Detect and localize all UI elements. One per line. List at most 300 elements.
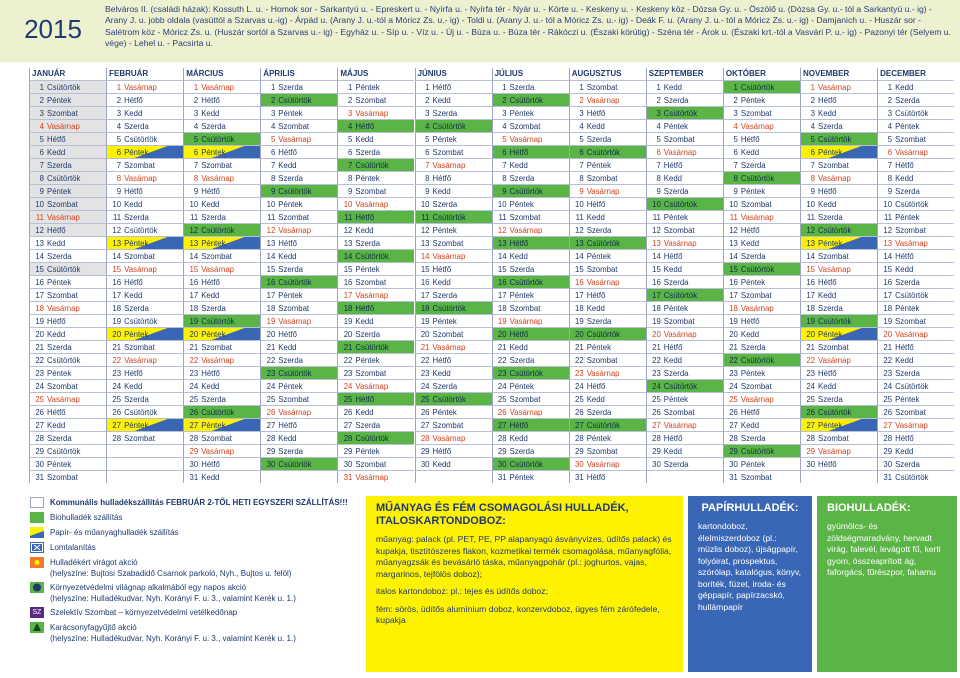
legend-lomtalanitas: Lomtalanítás	[50, 543, 96, 552]
day-cell: 20 Vasárnap	[877, 327, 954, 340]
day-cell: 21 Kedd	[492, 340, 569, 353]
day-cell: 18 Kedd	[569, 301, 646, 314]
day-cell: 6 Vasárnap	[646, 145, 723, 158]
day-cell: 4 Csütörtök	[415, 119, 492, 132]
day-cell: 13 Péntek	[800, 236, 877, 249]
day-cell: 28 Hétfő	[646, 431, 723, 444]
day-cell: 9 Szerda	[877, 184, 954, 197]
day-cell: 27 Vasárnap	[877, 418, 954, 431]
day-cell: 21 Csütörtök	[337, 340, 414, 353]
day-cell: 28 Szombat	[106, 431, 183, 444]
sz-badge: SZ	[30, 607, 44, 618]
day-cell: 22 Vasárnap	[183, 353, 260, 366]
day-cell: 25 Hétfő	[337, 392, 414, 405]
day-cell: 5 Kedd	[337, 132, 414, 145]
day-cell: 23 Szerda	[877, 366, 954, 379]
day-cell: 22 Csütörtök	[29, 353, 106, 366]
day-cell: 20 Vasárnap	[646, 327, 723, 340]
day-cell: 26 Szombat	[877, 405, 954, 418]
day-cell: 21 Szombat	[183, 340, 260, 353]
day-cell: 30 Kedd	[415, 457, 492, 470]
day-cell: 20 Szombat	[415, 327, 492, 340]
day-cell: 14 Csütörtök	[337, 249, 414, 262]
day-cell: 24 Csütörtök	[877, 379, 954, 392]
street-list: Belváros II. (családi házak): Kossuth L. u. - Homok sor - Sarkantyú u. - Epreskert u. - Nyírfa u. - Nyírfa tér - Nyár u. - Körte u. - Keskeny u. - Keskeny köz - Dózsa Gy. u. - Öszölő u. (Dózsa Gy. u.- tól a Sarkantyú u.- ig) - Arany J. u. jobb oldala (vasúttól a Szarvas u.-ig) - Árpád u. (Arany J. u.-tól a Móricz Zs. u.- ig) - Toldi u. (Arany J. u.- tól a Móricz Zs. u.- ig) - Deák F. u. (Arany J. u.- tól a Móricz Zs. u.- ig) - Damjanich u. - Huszár sor - Salétrom köz - Móricz Zs. u. (Huszár sortól a Szarvas u.- ig) - Egyház u. - Síp u. - Víz u. - Új u. - Búza u. - Búza tér - Rákóczi u. (Északi körútig) - Széna tér - Árok u. (Északi krt.-tól a Vasvári P. u.- ig) - Pazonyi tér (Selyem u. vége) - Lehel u. - Pacsirta u.	[105, 4, 951, 48]
day-cell: 18 Hétfő	[337, 301, 414, 314]
day-cell: 5 Vasárnap	[492, 132, 569, 145]
day-cell: 7 Szerda	[723, 158, 800, 171]
day-cell: 15 Hétfő	[415, 262, 492, 275]
day-cell: 11 Vasárnap	[29, 210, 106, 223]
day-cell: 14 Kedd	[260, 249, 337, 262]
day-cell: 7 Szombat	[183, 158, 260, 171]
day-cell: 31 Szombat	[29, 470, 106, 483]
plastic-info-box	[366, 496, 683, 672]
plastic-p3: fém: sörös, üdítős alumínium doboz, konzervdoboz, ügyes fém zárófedele, kupakja	[376, 603, 660, 625]
day-cell: 8 Péntek	[337, 171, 414, 184]
day-cell: 27 Kedd	[723, 418, 800, 431]
day-cell: 17 Vasárnap	[337, 288, 414, 301]
day-cell: 2 Hétfő	[183, 93, 260, 106]
day-cell: 26 Csütörtök	[106, 405, 183, 418]
day-cell: 7 Szombat	[800, 158, 877, 171]
day-cell: 6 Szerda	[337, 145, 414, 158]
bio-swatch	[30, 512, 44, 523]
day-cell: 4 Péntek	[646, 119, 723, 132]
day-cell: 29 Szerda	[492, 444, 569, 457]
day-cell: 26 Szombat	[646, 405, 723, 418]
legend	[30, 496, 360, 646]
day-cell: 16 Hétfő	[106, 275, 183, 288]
day-cell: 2 Csütörtök	[260, 93, 337, 106]
day-cell: 30 Hétfő	[800, 457, 877, 470]
header-band	[0, 0, 960, 62]
day-cell: 4 Vasárnap	[29, 119, 106, 132]
day-cell: 27 Péntek	[800, 418, 877, 431]
day-cell: 22 Szombat	[569, 353, 646, 366]
month-header-6: JÚNIUS	[415, 68, 493, 80]
day-cell: 24 Szerda	[415, 379, 492, 392]
day-cell: 10 Kedd	[800, 197, 877, 210]
day-cell: 18 Péntek	[877, 301, 954, 314]
day-cell: 12 Vasárnap	[260, 223, 337, 236]
day-cell: 8 Hétfő	[415, 171, 492, 184]
day-cell: 5 Hétfő	[723, 132, 800, 145]
day-cell: 8 Csütörtök	[29, 171, 106, 184]
day-cell: 12 Csütörtök	[800, 223, 877, 236]
paper-title: PAPÍRHULLADÉK:	[701, 502, 799, 514]
day-cell: 9 Hétfő	[800, 184, 877, 197]
day-cell: 24 Vasárnap	[337, 379, 414, 392]
day-cell: 18 Szombat	[260, 301, 337, 314]
day-cell: 30 Szerda	[877, 457, 954, 470]
day-cell: 10 Csütörtök	[877, 197, 954, 210]
day-cell: 11 Hétfő	[337, 210, 414, 223]
day-cell: 7 Csütörtök	[337, 158, 414, 171]
day-cell: 7 Hétfő	[877, 158, 954, 171]
day-cell: 1 Péntek	[337, 80, 414, 93]
day-cell: 17 Kedd	[800, 288, 877, 301]
day-cell: 10 Vasárnap	[337, 197, 414, 210]
day-cell: 25 Szerda	[183, 392, 260, 405]
bio-info-box	[817, 496, 957, 672]
day-cell: 3 Szerda	[415, 106, 492, 119]
day-cell: 1 Kedd	[646, 80, 723, 93]
day-cell: 9 Szerda	[646, 184, 723, 197]
day-cell: 18 Vasárnap	[723, 301, 800, 314]
day-cell: 1 Vasárnap	[183, 80, 260, 93]
day-cell: 14 Szerda	[29, 249, 106, 262]
day-cell: 14 Szerda	[723, 249, 800, 262]
day-cell: 10 Péntek	[492, 197, 569, 210]
day-cell: 31 Csütörtök	[877, 470, 954, 483]
day-cell: 6 Hétfő	[492, 145, 569, 158]
day-cell: 11 Szerda	[183, 210, 260, 223]
day-cell: 17 Szombat	[723, 288, 800, 301]
day-cell: 20 Hétfő	[492, 327, 569, 340]
day-cell: 22 Péntek	[337, 353, 414, 366]
day-cell: 29 Péntek	[337, 444, 414, 457]
day-cell: 26 Csütörtök	[183, 405, 260, 418]
day-cell: 16 Kedd	[415, 275, 492, 288]
day-cell: 31 Hétfő	[569, 470, 646, 483]
day-cell: 30 Csütörtök	[260, 457, 337, 470]
day-cell: 3 Csütörtök	[646, 106, 723, 119]
day-cell: 12 Csütörtök	[106, 223, 183, 236]
day-cell: 6 Csütörtök	[569, 145, 646, 158]
month-header-7: JÚLIUS	[492, 68, 570, 80]
day-cell: 8 Vasárnap	[800, 171, 877, 184]
day-cell: 19 Péntek	[415, 314, 492, 327]
day-cell: 5 Szombat	[646, 132, 723, 145]
day-cell: 30 Szombat	[337, 457, 414, 470]
plastic-p2: italos kartondoboz: pl.: tejes és üdítős doboz;	[376, 586, 548, 596]
day-cell: 20 Péntek	[800, 327, 877, 340]
day-cell: 19 Szerda	[569, 314, 646, 327]
day-cell: 23 Péntek	[723, 366, 800, 379]
day-cell: 21 Szerda	[723, 340, 800, 353]
day-cell: 9 Szombat	[337, 184, 414, 197]
day-cell: 21 Hétfő	[646, 340, 723, 353]
day-cell: 3 Péntek	[260, 106, 337, 119]
day-cell: 16 Hétfő	[183, 275, 260, 288]
day-cell: 10 Hétfő	[569, 197, 646, 210]
day-cell: 23 Hétfő	[800, 366, 877, 379]
day-cell: 8 Kedd	[877, 171, 954, 184]
day-cell: 15 Vasárnap	[800, 262, 877, 275]
day-cell: 26 Kedd	[337, 405, 414, 418]
day-cell: 3 Vasárnap	[337, 106, 414, 119]
day-cell: 16 Vasárnap	[569, 275, 646, 288]
day-cell: 23 Csütörtök	[260, 366, 337, 379]
day-cell: 30 Csütörtök	[492, 457, 569, 470]
day-cell: 10 Szombat	[723, 197, 800, 210]
day-cell: 5 Vasárnap	[260, 132, 337, 145]
day-cell: 2 Péntek	[723, 93, 800, 106]
day-cell: 19 Csütörtök	[106, 314, 183, 327]
day-cell: 12 Hétfő	[723, 223, 800, 236]
day-cell: 19 Kedd	[337, 314, 414, 327]
day-cell: 12 Csütörtök	[183, 223, 260, 236]
day-cell: 20 Péntek	[106, 327, 183, 340]
day-cell: 12 Péntek	[415, 223, 492, 236]
legend-virag: Hulladékért virágot akció	[50, 558, 138, 567]
day-cell: 26 Vasárnap	[492, 405, 569, 418]
day-cell: 3 Kedd	[106, 106, 183, 119]
day-cell: 11 Szombat	[492, 210, 569, 223]
day-cell: 15 Csütörtök	[29, 262, 106, 275]
day-cell: 23 Vasárnap	[569, 366, 646, 379]
day-cell	[646, 470, 723, 483]
day-cell: 7 Kedd	[492, 158, 569, 171]
legend-karacsony-place: (helyszíne: Hulladékudvar, Nyh. Korányi F. u. 3., valamint Kerék u. 1.)	[50, 634, 296, 643]
month-header-9: SZEPTEMBER	[646, 68, 724, 80]
day-cell: 11 Kedd	[569, 210, 646, 223]
day-cell: 15 Vasárnap	[183, 262, 260, 275]
day-cell: 19 Csütörtök	[183, 314, 260, 327]
day-cell: 17 Kedd	[106, 288, 183, 301]
day-cell: 4 Kedd	[569, 119, 646, 132]
day-cell: 15 Kedd	[877, 262, 954, 275]
day-cell: 7 Szerda	[29, 158, 106, 171]
day-cell: 8 Szerda	[260, 171, 337, 184]
day-cell: 13 Csütörtök	[569, 236, 646, 249]
month-header-2: FEBRUÁR	[106, 68, 184, 80]
day-cell: 17 Csütörtök	[646, 288, 723, 301]
paper-text: kartondoboz, élelmiszerdoboz (pl.: müzlis doboz), újságpapír, folyóirat, prospektus, szórólap, katalógus, könyv, boríték, füzet, iroda- és géppapír, papírzacskó, hullámpapír	[698, 521, 802, 612]
papir-swatch	[30, 527, 44, 538]
day-cell: 26 Csütörtök	[800, 405, 877, 418]
day-cell: 13 Kedd	[723, 236, 800, 249]
day-cell: 18 Szerda	[106, 301, 183, 314]
legend-bio: Biohulladék szállítás	[50, 513, 123, 522]
paper-info-box	[688, 496, 812, 672]
day-cell: 30 Hétfő	[183, 457, 260, 470]
day-cell: 28 Szerda	[723, 431, 800, 444]
month-header-12: DECEMBER	[877, 68, 955, 80]
day-cell: 15 Kedd	[646, 262, 723, 275]
day-cell: 7 Hétfő	[646, 158, 723, 171]
day-cell: 18 Szerda	[183, 301, 260, 314]
day-cell: 20 Hétfő	[260, 327, 337, 340]
day-cell: 27 Péntek	[106, 418, 183, 431]
day-cell: 20 Péntek	[183, 327, 260, 340]
day-cell: 3 Kedd	[800, 106, 877, 119]
day-cell: 2 Csütörtök	[492, 93, 569, 106]
legend-kornyezet: Környezetvédelmi világnap alkalmából egy napos akció	[50, 583, 247, 592]
plastic-title: MŰANYAG ÉS FÉM CSOMAGOLÁSI HULLADÉK, ITALOSKARTONDOBOZ:	[376, 502, 629, 527]
day-cell: 29 Szerda	[260, 444, 337, 457]
day-cell: 22 Csütörtök	[723, 353, 800, 366]
day-cell: 19 Vasárnap	[492, 314, 569, 327]
day-cell: 9 Csütörtök	[492, 184, 569, 197]
day-cell: 1 Csütörtök	[723, 80, 800, 93]
day-cell: 26 Hétfő	[723, 405, 800, 418]
day-cell: 24 Kedd	[183, 379, 260, 392]
day-cell: 21 Vasárnap	[415, 340, 492, 353]
day-cell: 27 Péntek	[183, 418, 260, 431]
day-cell: 28 Vasárnap	[415, 431, 492, 444]
day-cell: 19 Hétfő	[29, 314, 106, 327]
day-cell: 20 Kedd	[29, 327, 106, 340]
day-cell: 6 Péntek	[106, 145, 183, 158]
day-cell: 20 Csütörtök	[569, 327, 646, 340]
day-cell: 12 Szombat	[877, 223, 954, 236]
day-cell: 26 Péntek	[415, 405, 492, 418]
day-cell: 16 Szombat	[337, 275, 414, 288]
day-cell: 8 Vasárnap	[106, 171, 183, 184]
day-cell: 30 Vasárnap	[569, 457, 646, 470]
day-cell: 23 Péntek	[29, 366, 106, 379]
day-cell: 17 Kedd	[183, 288, 260, 301]
day-cell: 9 Péntek	[723, 184, 800, 197]
day-cell: 21 Kedd	[260, 340, 337, 353]
day-cell: 29 Csütörtök	[29, 444, 106, 457]
day-cell: 14 Szombat	[183, 249, 260, 262]
day-cell: 9 Hétfő	[106, 184, 183, 197]
legend-karacsony: Karácsonyfagyűjtő akció	[50, 623, 137, 632]
day-cell: 16 Hétfő	[800, 275, 877, 288]
lomtalanitas-icon	[30, 542, 44, 553]
day-cell: 26 Vasárnap	[260, 405, 337, 418]
legend-papir: Papír- és műanyaghulladék szállítás	[50, 528, 179, 537]
day-cell: 4 Szombat	[492, 119, 569, 132]
day-cell: 14 Szombat	[800, 249, 877, 262]
day-cell: 8 Vasárnap	[183, 171, 260, 184]
virag-swatch	[30, 557, 44, 568]
day-cell: 24 Péntek	[260, 379, 337, 392]
day-cell: 21 Szombat	[106, 340, 183, 353]
day-cell: 14 Vasárnap	[415, 249, 492, 262]
day-cell: 4 Szerda	[183, 119, 260, 132]
day-cell: 2 Péntek	[29, 93, 106, 106]
day-cell: 27 Szombat	[415, 418, 492, 431]
day-cell: 11 Szerda	[800, 210, 877, 223]
day-cell: 7 Szombat	[106, 158, 183, 171]
day-cell: 2 Kedd	[415, 93, 492, 106]
day-cell: 4 Péntek	[877, 119, 954, 132]
day-cell: 25 Szombat	[260, 392, 337, 405]
day-cell: 10 Kedd	[183, 197, 260, 210]
day-cell: 12 Vasárnap	[492, 223, 569, 236]
day-cell: 10 Csütörtök	[646, 197, 723, 210]
day-cell: 18 Vasárnap	[29, 301, 106, 314]
legend-communal: Kommunális hulladékszállítás FEBRUÁR 2-TŐL HETI EGYSZERI SZÁLLÍTÁS!!!	[50, 498, 348, 507]
day-cell: 3 Hétfő	[569, 106, 646, 119]
day-cell: 13 Szombat	[415, 236, 492, 249]
day-cell: 22 Vasárnap	[800, 353, 877, 366]
day-cell: 1 Csütörtök	[29, 80, 106, 93]
day-cell: 4 Szerda	[800, 119, 877, 132]
day-cell: 17 Szombat	[29, 288, 106, 301]
day-cell: 21 Hétfő	[877, 340, 954, 353]
day-cell	[260, 470, 337, 483]
month-header-8: AUGUSZTUS	[569, 68, 647, 80]
day-cell: 11 Péntek	[646, 210, 723, 223]
day-cell: 11 Szerda	[106, 210, 183, 223]
day-cell: 5 Péntek	[415, 132, 492, 145]
day-cell	[415, 470, 492, 483]
day-cell: 17 Péntek	[260, 288, 337, 301]
day-cell: 21 Szerda	[29, 340, 106, 353]
day-cell: 25 Szombat	[492, 392, 569, 405]
month-header-1: JANUÁR	[29, 68, 107, 80]
day-cell: 26 Szerda	[569, 405, 646, 418]
day-cell: 27 Vasárnap	[646, 418, 723, 431]
day-cell: 3 Péntek	[492, 106, 569, 119]
day-cell: 8 Kedd	[646, 171, 723, 184]
day-cell: 23 Csütörtök	[492, 366, 569, 379]
day-cell: 24 Csütörtök	[646, 379, 723, 392]
day-cell: 29 Hétfő	[415, 444, 492, 457]
day-cell: 6 Kedd	[723, 145, 800, 158]
day-cell: 14 Szombat	[106, 249, 183, 262]
day-cell: 25 Csütörtök	[415, 392, 492, 405]
day-cell: 6 Vasárnap	[877, 145, 954, 158]
legend-kornyezet-place: (helyszíne: Hulladékudvar, Nyh. Korányi F. u. 3., valamint Kerék u. 1.)	[50, 594, 296, 603]
day-cell: 24 Kedd	[106, 379, 183, 392]
day-cell: 29 Csütörtök	[723, 444, 800, 457]
day-cell: 29 Kedd	[646, 444, 723, 457]
day-cell: 28 Szerda	[29, 431, 106, 444]
day-cell: 27 Szerda	[337, 418, 414, 431]
day-cell: 5 Csütörtök	[183, 132, 260, 145]
comm-swatch	[30, 497, 44, 508]
day-cell: 13 Hétfő	[260, 236, 337, 249]
day-cell: 12 Szombat	[646, 223, 723, 236]
day-cell: 31 Szombat	[723, 470, 800, 483]
day-cell: 21 Szombat	[800, 340, 877, 353]
day-cell: 28 Péntek	[569, 431, 646, 444]
day-cell: 27 Csütörtök	[569, 418, 646, 431]
day-cell: 24 Kedd	[800, 379, 877, 392]
day-cell: 18 Csütörtök	[415, 301, 492, 314]
day-cell: 16 Csütörtök	[492, 275, 569, 288]
day-cell: 13 Péntek	[183, 236, 260, 249]
day-cell: 27 Hétfő	[260, 418, 337, 431]
globe-icon	[30, 582, 44, 593]
day-cell: 3 Szombat	[723, 106, 800, 119]
day-cell: 1 Hétfő	[415, 80, 492, 93]
day-cell: 10 Péntek	[260, 197, 337, 210]
day-cell: 31 Kedd	[183, 470, 260, 483]
day-cell: 14 Péntek	[569, 249, 646, 262]
day-cell: 1 Kedd	[877, 80, 954, 93]
day-cell: 29 Szombat	[569, 444, 646, 457]
day-cell: 2 Szerda	[877, 93, 954, 106]
day-cell: 24 Hétfő	[569, 379, 646, 392]
day-cell: 28 Csütörtök	[337, 431, 414, 444]
day-cell: 28 Szombat	[183, 431, 260, 444]
day-cell	[106, 470, 183, 483]
day-cell: 7 Kedd	[260, 158, 337, 171]
day-cell: 17 Csütörtök	[877, 288, 954, 301]
day-cell: 3 Kedd	[183, 106, 260, 119]
month-header-11: NOVEMBER	[800, 68, 878, 80]
day-cell: 16 Csütörtök	[260, 275, 337, 288]
day-cell: 13 Szerda	[337, 236, 414, 249]
day-cell: 3 Szombat	[29, 106, 106, 119]
day-cell: 19 Hétfő	[723, 314, 800, 327]
day-cell: 5 Hétfő	[29, 132, 106, 145]
day-cell: 25 Kedd	[569, 392, 646, 405]
day-cell: 15 Szerda	[492, 262, 569, 275]
day-cell: 5 Szombat	[877, 132, 954, 145]
day-cell: 11 Vasárnap	[723, 210, 800, 223]
day-cell: 12 Hétfő	[29, 223, 106, 236]
bio-title: BIOHULLADÉK:	[827, 502, 911, 514]
day-cell: 8 Szombat	[569, 171, 646, 184]
